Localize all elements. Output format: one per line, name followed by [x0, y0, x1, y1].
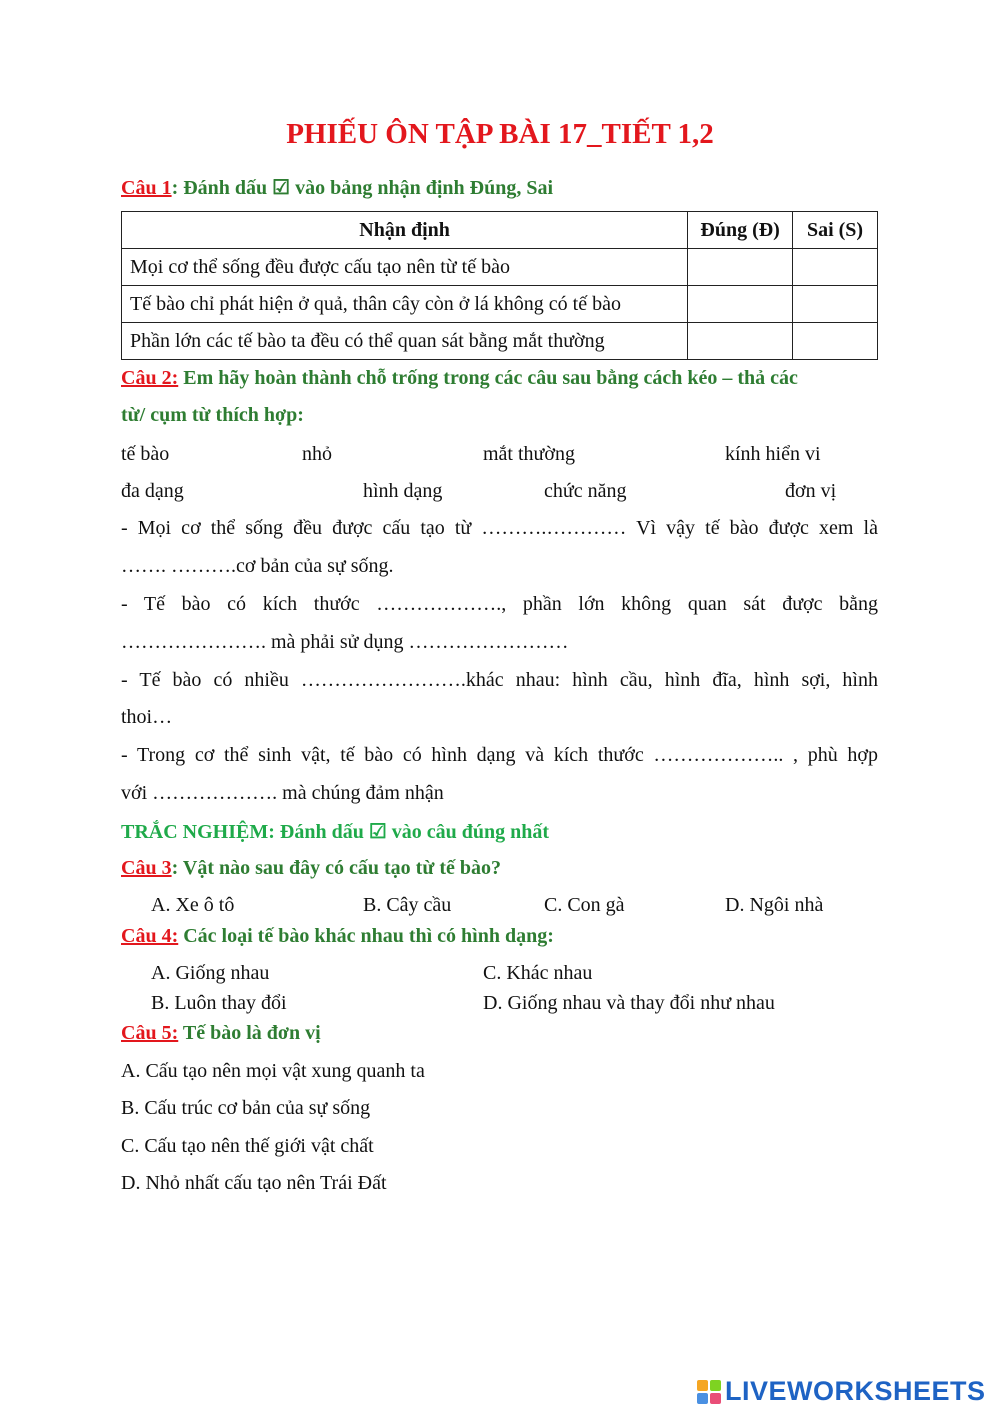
false-checkbox-cell[interactable] [793, 249, 878, 286]
word-bank-item[interactable]: kính hiển vi [725, 443, 821, 465]
question-4-heading [121, 925, 554, 948]
logo-block [697, 1393, 708, 1404]
statement-cell: Tế bào chỉ phát hiện ở quả, thân cây còn ở lá không có tế bào [122, 286, 688, 323]
page-title: PHIẾU ÔN TẬP BÀI 17_TIẾT 1,2 [286, 118, 714, 150]
answer-option[interactable]: B. Cây cầu [363, 894, 452, 916]
answer-option[interactable]: A. Cấu tạo nên mọi vật xung quanh ta [121, 1060, 425, 1082]
header-statement: Nhận định [122, 212, 688, 249]
answer-option[interactable]: A. Giống nhau [151, 962, 270, 984]
word-bank-item[interactable]: đơn vị [785, 480, 837, 502]
true-checkbox-cell[interactable] [688, 286, 793, 323]
word-bank-item[interactable]: nhỏ [302, 443, 332, 465]
answer-option[interactable]: A. Xe ô tô [151, 894, 235, 916]
answer-option[interactable]: B. Luôn thay đổi [151, 992, 287, 1014]
answer-option[interactable]: D. Giống nhau và thay đổi như nhau [483, 992, 775, 1014]
answer-option[interactable]: D. Ngôi nhà [725, 894, 824, 916]
table-header-row [122, 212, 878, 249]
question-4-label: Câu 4: [121, 925, 179, 947]
statement-cell: Phần lớn các tế bào ta đều có thể quan sát bằng mắt thường [122, 323, 688, 360]
question-3-heading [121, 857, 501, 880]
question-3-text: : Vật nào sau đây có cấu tạo từ tế bào? [171, 857, 501, 879]
fill-sentence-line: thoi… [121, 706, 173, 728]
question-3-label: Câu 3 [121, 857, 172, 879]
fill-sentence-line: - Tế bào có kích thước ………………., phần lớn không quan sát được bằng [121, 593, 878, 615]
logo-block [710, 1380, 721, 1391]
table-row [122, 323, 878, 360]
word-bank-item[interactable]: tế bào [121, 443, 170, 465]
header-true: Đúng (Đ) [688, 212, 793, 249]
question-5-text: Tế bào là đơn vị [178, 1022, 321, 1044]
statement-cell: Mọi cơ thể sống đều được cấu tạo nên từ tế bào [122, 249, 688, 286]
question-4-text: Các loại tế bào khác nhau thì có hình dạng: [178, 925, 554, 947]
fill-sentence-line: - Tế bào có nhiều …………………….khác nhau: hình cầu, hình đĩa, hình sợi, hình [121, 669, 878, 691]
word-bank-item[interactable]: chức năng [544, 480, 627, 502]
true-checkbox-cell[interactable] [688, 323, 793, 360]
logo-blocks-icon [697, 1380, 721, 1404]
word-bank-item[interactable]: mắt thường [483, 443, 575, 465]
true-false-table [121, 211, 878, 360]
question-2-heading [121, 367, 878, 390]
question-1-heading [121, 175, 553, 200]
false-checkbox-cell[interactable] [793, 323, 878, 360]
logo-block [710, 1393, 721, 1404]
question-2-label: Câu 2: [121, 367, 179, 389]
answer-option[interactable]: B. Cấu trúc cơ bản của sự sống [121, 1097, 371, 1119]
answer-option[interactable]: C. Con gà [544, 894, 625, 916]
fill-sentence-line: - Trong cơ thể sinh vật, tế bào có hình dạng và kích thước ……………….. , phù hợp [121, 744, 878, 766]
question-1-text: : Đánh dấu ☑ vào bảng nhận định Đúng, Sai [171, 177, 554, 199]
table-row [122, 249, 878, 286]
true-checkbox-cell[interactable] [688, 249, 793, 286]
table-row [122, 286, 878, 323]
logo-block [697, 1380, 708, 1391]
header-false: Sai (S) [793, 212, 878, 249]
fill-sentence-line: ……. ……….cơ bản của sự sống. [121, 555, 394, 577]
word-bank-item[interactable]: hình dạng [363, 480, 443, 502]
question-5-heading [121, 1022, 321, 1045]
question-5-label: Câu 5: [121, 1022, 179, 1044]
answer-option[interactable]: D. Nhỏ nhất cấu tạo nên Trái Đất [121, 1172, 387, 1194]
answer-option[interactable]: C. Cấu tạo nên thế giới vật chất [121, 1135, 374, 1157]
question-2-text-line1: Em hãy hoàn thành chỗ trống trong các câu sau bằng cách kéo – thả các [178, 367, 798, 389]
fill-sentence-line: - Mọi cơ thể sống đều được cấu tạo từ ……….………… Vì vậy tế bào được xem là [121, 517, 878, 539]
fill-sentence-line: …………………. mà phải sử dụng …………………… [121, 631, 569, 653]
false-checkbox-cell[interactable] [793, 286, 878, 323]
answer-option[interactable]: C. Khác nhau [483, 962, 593, 984]
multiple-choice-heading: TRẮC NGHIỆM: Đánh dấu ☑ vào câu đúng nhất [121, 821, 550, 843]
question-1-label: Câu 1 [121, 177, 172, 199]
logo-text: LIVEWORKSHEETS [725, 1376, 986, 1406]
question-2-text-line2: từ/ cụm từ thích hợp: [121, 404, 304, 426]
liveworksheets-logo [697, 1376, 986, 1407]
word-bank-item[interactable]: đa dạng [121, 480, 184, 502]
fill-sentence-line: với ………………. mà chúng đảm nhận [121, 782, 444, 804]
